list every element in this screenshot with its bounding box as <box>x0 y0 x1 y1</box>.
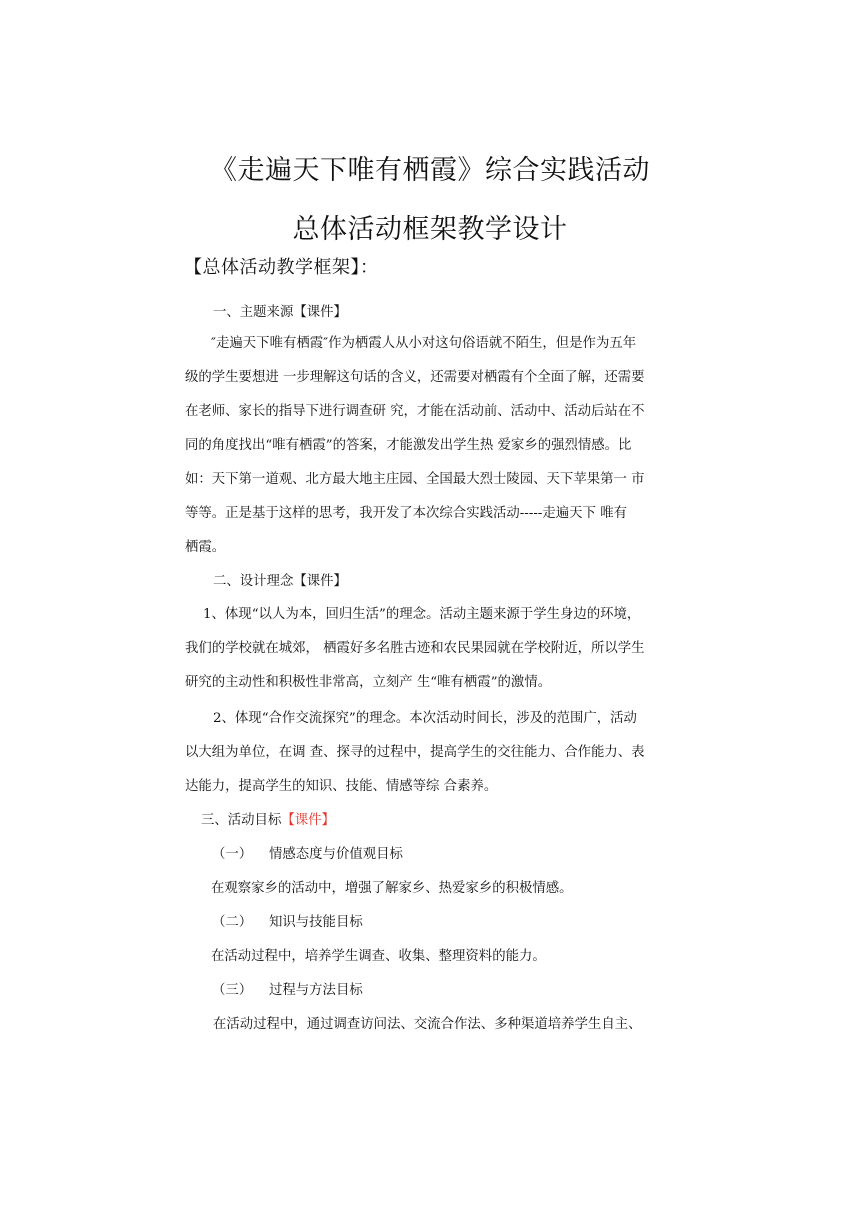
goal-label: （一） <box>212 847 253 862</box>
section1-paragraph-line: 等等。正是基于这样的思考，我开发了本次综合实践活动-----走遍天下 唯有 <box>185 506 627 521</box>
section2-point2-line: 2、体现“合作交流探究”的理念。本次活动时间长，涉及的范围广，活动 <box>213 711 637 726</box>
section1-paragraph-line: 栖霞。 <box>185 540 226 555</box>
document-title-line-1: 《走遍天下唯有栖霞》综合实践活动 <box>210 155 650 186</box>
section1-heading: 一、主题来源【课件】 <box>213 305 347 320</box>
section1-paragraph-line: 级的学生要想进 一步理解这句话的含义，还需要对栖霞有个全面了解，还需要 <box>185 370 645 385</box>
goal-label: （三） <box>212 983 253 998</box>
section2-point1-line: 研究的主动性和积极性非常高，立刻产 生“唯有栖霞”的激情。 <box>185 675 552 690</box>
goal-title: 知识与技能目标 <box>269 915 363 930</box>
section2-point1-line: 我们的学校就在城郊， 栖霞好多名胜古迹和农民果园就在学校附近，所以学生 <box>185 641 645 656</box>
framework-heading: 【总体活动教学框架】： <box>184 257 379 278</box>
document-title-line-2: 总体活动框架教学设计 <box>292 214 568 245</box>
section2-point2-line: 达能力，提高学生的知识、技能、情感等综 合素养。 <box>185 779 498 794</box>
section1-paragraph-line: 在老师、家长的指导下进行调查研 究，才能在活动前、活动中、活动后站在不 <box>185 404 645 419</box>
goal-label: （二） <box>212 915 253 930</box>
section2-point1-line: 1、体现“以人为本，回归生活”的理念。活动主题来源于学生身边的环境， <box>203 607 641 622</box>
section3-heading <box>201 811 335 831</box>
section2-point2-line: 以大组为单位，在调 查、探寻的过程中，提高学生的交往能力、合作能力、表 <box>185 745 645 760</box>
section1-paragraph-line: 同的角度找出“唯有栖霞”的答案，才能激发出学生热 爱家乡的强烈情感。比 <box>185 438 632 453</box>
goal-title: 过程与方法目标 <box>269 983 363 998</box>
goal-text: 在活动过程中，通过调查访问法、交流合作法、多种渠道培养学生自主、 <box>213 1017 642 1032</box>
section2-heading: 二、设计理念【课件】 <box>213 574 347 589</box>
goal-text: 在观察家乡的活动中，增强了解家乡、热爱家乡的积极情感。 <box>211 881 573 896</box>
section1-paragraph-line: 如：天下第一道观、北方最大地主庄园、全国最大烈士陵园、天下苹果第一 市 <box>185 472 645 487</box>
goal-title: 情感态度与价值观目标 <box>269 847 403 862</box>
section1-paragraph-line: ″走遍天下唯有栖霞″作为栖霞人从小对这句俗语就不陌生，但是作为五年 <box>211 336 637 351</box>
section3-heading-prefix: 三、活动目标 <box>201 813 282 828</box>
goal-text: 在活动过程中，培养学生调查、收集、整理资料的能力。 <box>211 949 546 964</box>
section3-heading-tag: 【课件】 <box>281 813 335 828</box>
